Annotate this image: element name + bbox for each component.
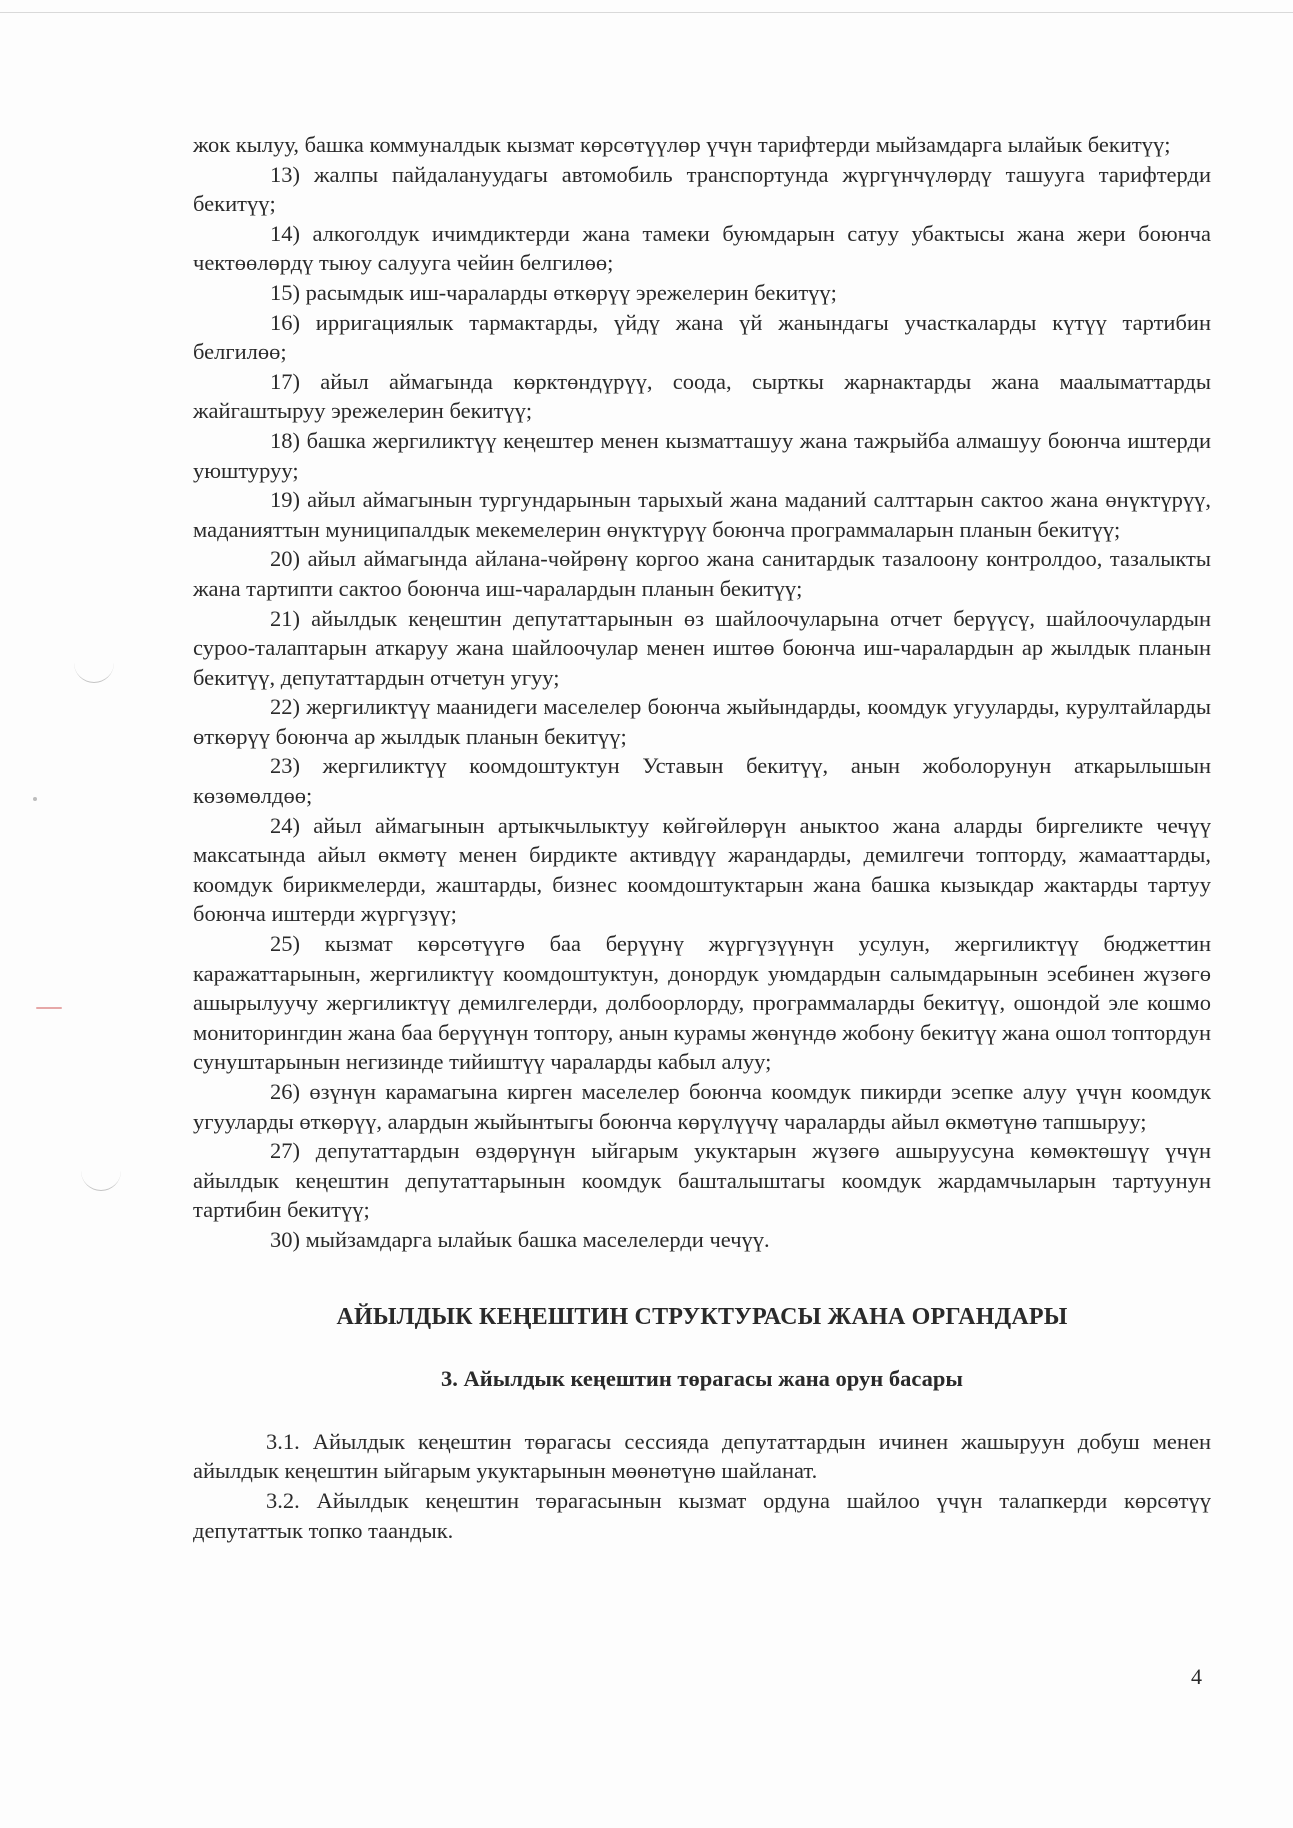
list-item-15: 15) расымдык иш-чараларды өткөрүү эрежелерин бекитүү;: [270, 279, 837, 305]
list-item-17: 17) айыл аймагында көрктөндүрүү, соода, сырткы жарнактарды жана маалыматтарды жайгаштыруу эрежелерин бекитүү;: [193, 368, 1211, 424]
punch-hole-mark: [81, 1168, 121, 1191]
list-item-25: 25) кызмат көрсөтүүгө баа берүүнү жүргүзүүнүн усулун, жергиликтүү бюджеттин каражаттарынын, жергиликтүү коомдоштуктун, донордук уюмдардын салымдарынын эсебинен жүзөгө ашырылуучу жергиликтүү демилгелерди, долбоорлорду, программаларды бекитүү, ошондой эле кошмо мониторингдин жана баа берүүнүн топтору, анын курамы жөнүндө жобону бекитүү жана ошол топтордун сунуштарынын негизинде тийиштүү чараларды кабыл алуу;: [193, 931, 1211, 1075]
clause-3-1: 3.1. Айылдык кеңештин төрагасы сессияда депутаттардын ичинен жашыруун добуш менен айылдык кеңештин ыйгарым укуктарынын мөөнөтүнө шайланат.: [193, 1428, 1211, 1484]
list-item-22: 22) жергиликтүү маанидеги маселелер боюнча жыйындарды, коомдук угууларды, курултайларды өткөрүү боюнча ар жылдык планын бекитүү;: [193, 694, 1211, 749]
list-item-13: 13) жалпы пайдалануудагы автомобиль транспортунда жүргүнчүлөрдү ташууга тарифтерди бекитүү;: [193, 161, 1211, 217]
paragraph: жок кылуу, башка коммуналдык кызмат көрсөтүүлөр үчүн тарифтерди мыйзамдарга ылайык бекитүү;: [193, 132, 1171, 157]
list-item-14: 14) алкоголдук ичимдиктерди жана тамеки буюмдарын сатуу убактысы жана жери боюнча чектөөлөрдү тыюу салууга чейин белгилөө;: [193, 220, 1211, 276]
clause-3-2: 3.2. Айылдык кеңештин төрагасынын кызмат ордуна шайлоо үчүн талапкерди көрсөтүү депутаттык топко таандык.: [193, 1487, 1211, 1543]
sub-heading: 3. Айылдык кеңештин төрагасы жана орун басары: [441, 1366, 963, 1392]
list-item-24: 24) айыл аймагынын артыкчылыктуу көйгөйлөрүн аныктоо жана аларды биргеликте чечүү максатында айыл өкмөтү менен бирдикте активдүү жарандарды, демилгечи топторду, жамааттарды, коомдук бирикмелерди, жаштарды, бизнес коомдоштуктарын жана башка кызыкдар жактарды тартуу боюнча иштерди жүргүзүү;: [193, 812, 1211, 927]
list-item-18: 18) башка жергиликтүү кеңештер менен кызматташуу жана тажрыйба алмашуу боюнча иштерди уюштуруу;: [193, 427, 1211, 483]
document-body: [193, 130, 1211, 1545]
scan-top-edge: [0, 12, 1293, 13]
list-item-20: 20) айыл аймагында айлана-чөйрөнү коргоо жана санитардык тазалоону контролдоо, тазалыкты жана тартипти сактоо боюнча иш-чаралардын планын бекитүү;: [193, 546, 1211, 601]
section-heading: АЙЫЛДЫК КЕҢЕШТИН СТРУКТУРАСЫ ЖАНА ОРГАНДАРЫ: [336, 1303, 1068, 1330]
list-item-23: 23) жергиликтүү коомдоштуктун Уставын бекитүү, анын жоболорунун аткарылышын көзөмөлдөө;: [193, 753, 1211, 809]
list-item-21: 21) айылдык кеңештин депутаттарынын өз шайлоочуларына отчет берүүсү, шайлоочулардын суроо-талаптарын аткаруу жана шайлоочулар менен иштөө боюнча иш-чаралардын ар жылдык планын бекитүү, депутаттардын отчетун угуу;: [193, 605, 1211, 690]
list-item-19: 19) айыл аймагынын тургундарынын тарыхый жана маданий салттарын сактоо жана өнүктүрүү, маданияттын муниципалдык мекемелерин өнүктүрүү боюнча программаларын планын бекитүү;: [193, 487, 1211, 542]
list-item-16: 16) ирригациялык тармактарды, үйдү жана үй жанындагы участкаларды күтүү тартибин белгилөө;: [193, 309, 1211, 365]
list-item-30: 30) мыйзамдарга ылайык башка маселелерди чечүү.: [270, 1226, 770, 1252]
list-item-26: 26) өзүнүн карамагына кирген маселелер боюнча коомдук пикирди эсепке алуу үчүн коомдук угууларды өткөрүү, алардын жыйынтыгы боюнча көрүлүүчү чараларды айыл өкмөтүнө тапшыруу;: [193, 1079, 1211, 1134]
punch-hole-mark: [74, 660, 114, 683]
scan-speck: [33, 797, 37, 801]
scan-stain-mark: [36, 1007, 62, 1009]
page-number: 4: [1191, 1664, 1202, 1689]
list-item-27: 27) депутаттардын өздөрүнүн ыйгарым укуктарын жүзөгө ашыруусуна көмөктөшүү үчүн айылдык кеңештин депутаттарынын коомдук башталыштагы коомдук жардамчыларын тартуунун тартибин бекитүү;: [193, 1138, 1211, 1223]
